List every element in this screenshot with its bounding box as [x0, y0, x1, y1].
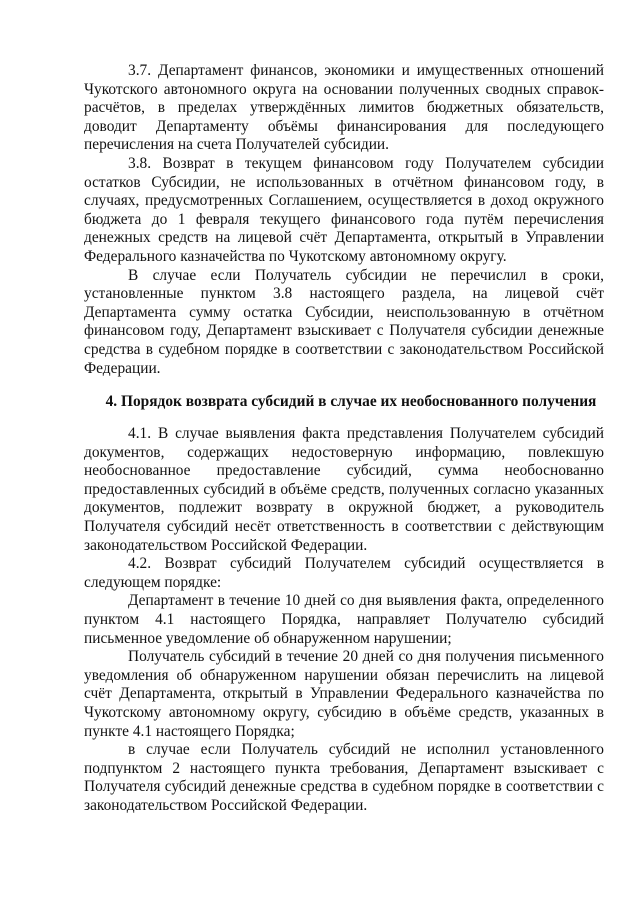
paragraph-4-2-step-3: в случае если Получатель субсидий не исполнил установленного подпунктом 2 настоящего пункта требования, Департамент взыскивает с Получателя субсидий денежные средства в судебном порядке в соответствии с законодательством Российской Федерации. — [84, 741, 604, 814]
paragraph-4-1: 4.1. В случае выявления факта представления Получателем субсидий документов, содержащих недостоверную информацию, повлекшую необоснованное предоставление субсидий, сумма необоснованно предоставленных субсидий в объёме средств, полученных согласно указанных документов, подлежит возврату в окружной бюджет, а руководитель Получателя субсидий несёт ответственность в соответствии с действующим законодательством Российской Федерации. — [84, 425, 604, 554]
section-4-heading: 4. Порядок возврата субсидий в случае их необоснованного получения — [105, 393, 597, 411]
paragraph-3-8-continuation: В случае если Получатель субсидии не перечислил в сроки, установленные пунктом 3.8 настоящего раздела, на лицевой счёт Департамента сумму остатка Субсидии, неиспользованную в отчётном финансовом году, Департамент взыскивает с Получателя субсидии денежные средства в судебном порядке в соответствии с законодательством Российской Федерации. — [84, 266, 604, 377]
paragraph-3-7: 3.7. Департамент финансов, экономики и имущественных отношений Чукотского автономного округа на основании полученных сводных справок-расчётов, в пределах утверждённых лимитов бюджетных обязательств, доводит Департаменту объёмы финансирования для последующего перечисления на счета Получателей субсидии. — [84, 62, 604, 154]
paragraph-3-8: 3.8. Возврат в текущем финансовом году Получателем субсидии остатков Субсидии, не использованных в отчётном финансовом году, в случаях, предусмотренных Соглашением, осуществляется в доход окружного бюджета до 1 февраля текущего финансового года путём перечисления денежных средств на лицевой счёт Департамента, открытый в Управлении Федерального казначейства по Чукотскому автономному округу. — [84, 154, 604, 265]
paragraph-4-2-step-2: Получатель субсидий в течение 20 дней со дня получения письменного уведомления об обнаруженном нарушении обязан перечислить на лицевой счёт Департамента, открытый в Управлении Федерального казначейства по Чукотскому автономному округу, субсидию в объёме средств, указанных в пункте 4.1 настоящего Порядка; — [84, 648, 604, 740]
paragraph-4-2-step-1: Департамент в течение 10 дней со дня выявления факта, определенного пунктом 4.1 настоящего Порядка, направляет Получателю субсидий письменное уведомление об обнаруженном нарушении; — [84, 592, 604, 647]
paragraph-4-2: 4.2. Возврат субсидий Получателем субсидий осуществляется в следующем порядке: — [84, 555, 604, 591]
document-page — [84, 62, 604, 816]
